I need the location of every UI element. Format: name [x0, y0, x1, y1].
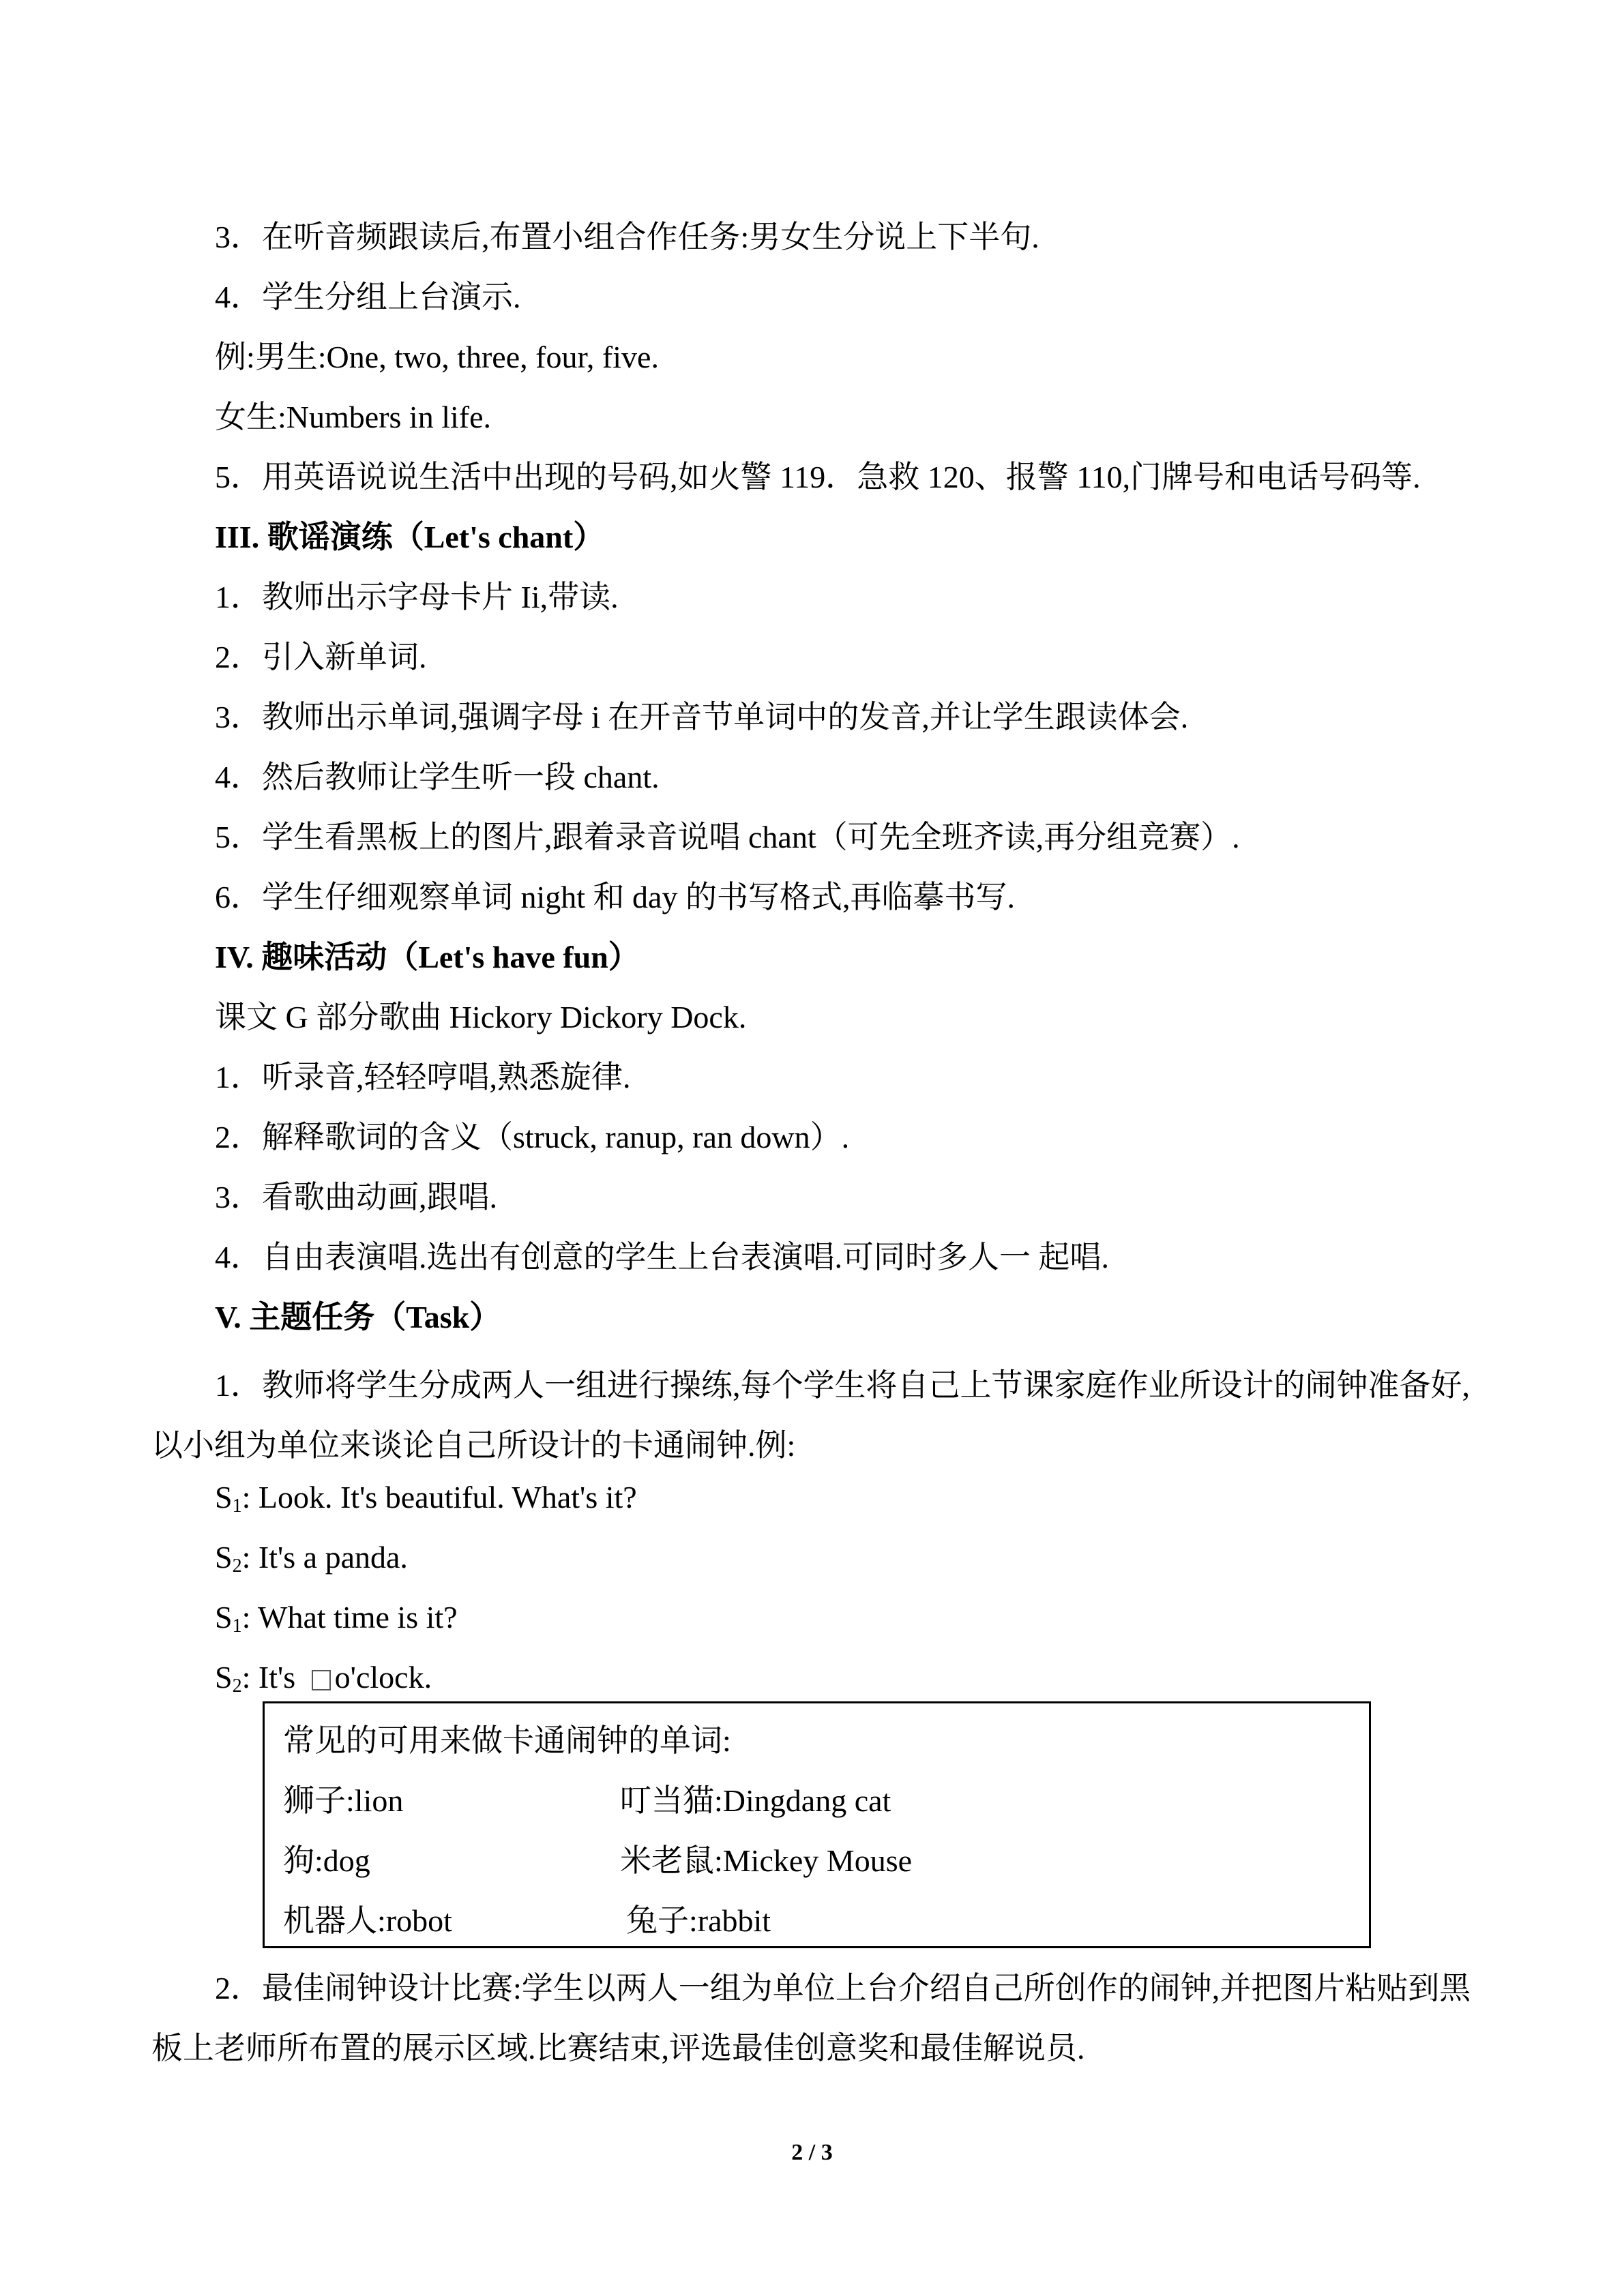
vocab-item: 叮当猫:Dingdang cat: [620, 1783, 891, 1818]
blank-square-icon: [312, 1670, 331, 1690]
vocab-item: 兔子:rabbit: [626, 1903, 771, 1938]
step-3-text: 3．在听音频跟读后,布置小组合作任务:男女生分说上下半句.: [215, 220, 1039, 254]
dialogue-line-1: [215, 1478, 637, 1517]
dialogue-line-4: [215, 1658, 432, 1697]
chant-step-1: 1．教师出示字母卡片 Ii,带读.: [215, 580, 619, 614]
dialogue-text: : What time is it?: [241, 1600, 458, 1635]
example-boys-text: 例:男生:One, two, three, four, five.: [215, 340, 659, 374]
vocab-item: 米老鼠:Mickey Mouse: [620, 1843, 913, 1878]
fun-step-2: 2．解释歌词的含义（struck, ranup, ran down）.: [215, 1120, 850, 1154]
dialogue-text: : Look. It's beautiful. What's it?: [241, 1480, 637, 1515]
task-paragraph-2: 2．最佳闹钟设计比赛:学生以两人一组为单位上台介绍自己所创作的闹钟,并把图片粘贴到黑板上老师所布置的展示区域.比赛结束,评选最佳创意奖和最佳解说员.: [151, 1971, 1471, 2066]
vocab-item: 狗:dog: [283, 1843, 370, 1878]
chant-step-4: 4．然后教师让学生听一段 chant.: [215, 760, 660, 794]
speaker-label: S: [215, 1540, 233, 1575]
fun-step-4: 4．自由表演唱.选出有创意的学生上台表演唱.可同时多人一 起唱.: [215, 1240, 1109, 1274]
dialogue-line-2: [215, 1538, 408, 1577]
vocab-item: 机器人:robot: [283, 1903, 452, 1938]
speaker-label: S: [215, 1480, 233, 1515]
example-girls-text: 女生:Numbers in life.: [215, 400, 491, 434]
vocab-box-title: 常见的可用来做卡通闹钟的单词:: [283, 1723, 731, 1758]
dialogue-line-3: [215, 1598, 458, 1637]
speaker-index: 2: [232, 1555, 242, 1577]
vocab-box: [263, 1701, 1371, 1948]
vocab-item: 狮子:lion: [283, 1783, 404, 1818]
fun-song-intro: 课文 G 部分歌曲 Hickory Dickory Dock.: [215, 1000, 747, 1034]
dialogue-text: o'clock.: [334, 1660, 432, 1695]
chant-step-6: 6．学生仔细观察单词 night 和 day 的书写格式,再临摹书写.: [215, 880, 1015, 914]
speaker-index: 1: [232, 1615, 242, 1637]
speaker-index: 1: [232, 1495, 242, 1517]
section-heading-chant: III. 歌谣演练（Let's chant）: [215, 520, 605, 554]
speaker-label: S: [215, 1660, 233, 1695]
step-5-text: 5．用英语说说生活中出现的号码,如火警 119．急救 120、报警 110,门牌号和电话号码等.: [215, 460, 1421, 494]
dialogue-text: : It's: [241, 1660, 304, 1695]
section-heading-task: V. 主题任务（Task）: [215, 1300, 501, 1335]
section-heading-fun: IV. 趣味活动（Let's have fun）: [215, 940, 640, 974]
chant-step-2: 2．引入新单词.: [215, 640, 427, 674]
task-paragraph-1: 1．教师将学生分成两人一组进行操练,每个学生将自己上节课家庭作业所设计的闹钟准备好,以小组为单位来谈论自己所设计的卡通闹钟.例:: [151, 1368, 1470, 1463]
chant-step-5: 5．学生看黑板上的图片,跟着录音说唱 chant（可先全班齐读,再分组竞赛）.: [215, 820, 1240, 854]
fun-step-3: 3．看歌曲动画,跟唱.: [215, 1180, 497, 1214]
chant-step-3: 3．教师出示单词,强调字母 i 在开音节单词中的发音,并让学生跟读体会.: [215, 700, 1189, 734]
speaker-index: 2: [232, 1675, 242, 1697]
page-number: 2 / 3: [791, 2140, 833, 2165]
step-4-text: 4．学生分组上台演示.: [215, 280, 521, 314]
speaker-label: S: [215, 1600, 233, 1635]
dialogue-text: : It's a panda.: [241, 1540, 408, 1575]
fun-step-1: 1．听录音,轻轻哼唱,熟悉旋律.: [215, 1060, 631, 1094]
